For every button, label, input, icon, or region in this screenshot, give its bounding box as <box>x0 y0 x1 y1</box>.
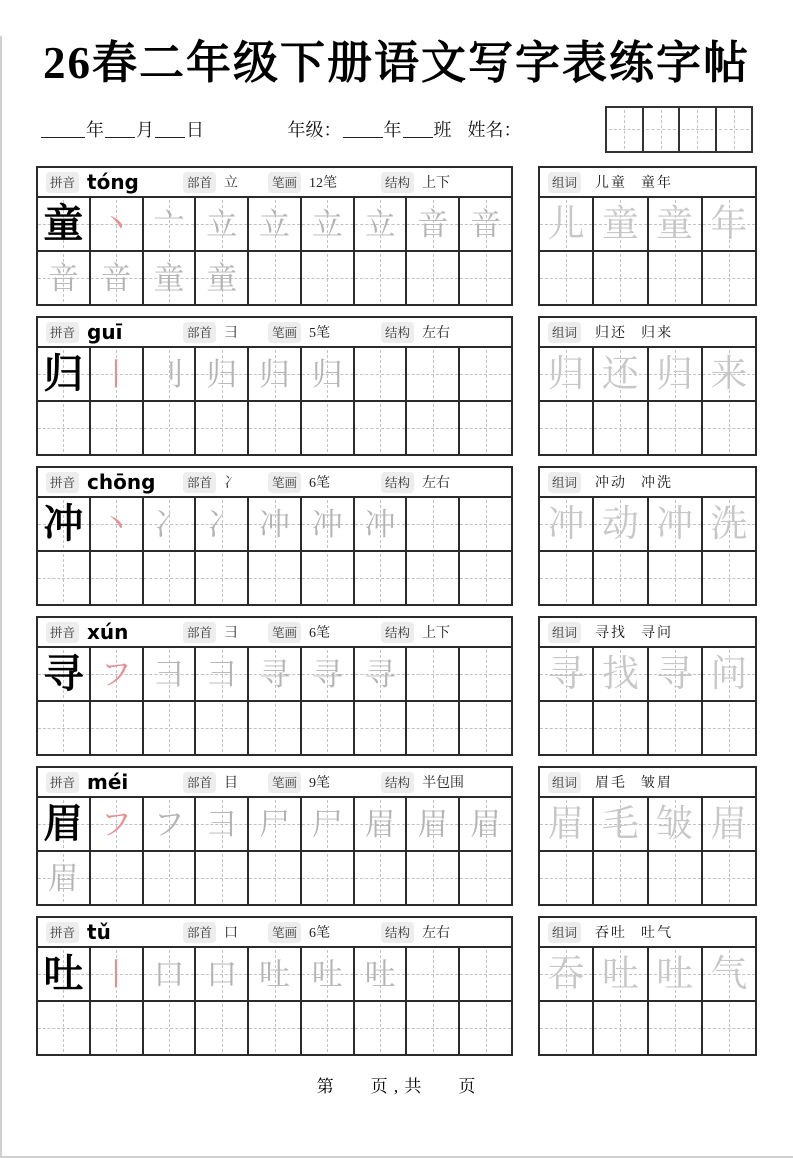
word-practice-block <box>538 316 757 456</box>
stroke-practice-cell: 刂 <box>144 348 197 400</box>
stroke-practice-cell <box>302 852 355 904</box>
stroke-row-2 <box>38 1002 511 1054</box>
stroke-practice-cell <box>196 552 249 604</box>
word-row-2 <box>540 1002 755 1054</box>
grade-class-label: 班 <box>433 120 452 140</box>
stroke-practice-cell: 吐 <box>249 948 302 1000</box>
stroke-practice-cell <box>355 348 408 400</box>
stroke-practice-cell <box>302 402 355 454</box>
stroke-practice-cell: 立 <box>302 198 355 250</box>
stroke-practice-cell: 丨 <box>91 348 144 400</box>
stroke-practice-cell <box>302 552 355 604</box>
pinyin-value: tǔ <box>87 920 111 944</box>
stroke-practice-cell: 童 <box>196 252 249 304</box>
stroke-practice-block <box>36 166 513 306</box>
structure-value: 上下 <box>422 176 451 191</box>
structure-badge: 结构 <box>381 322 414 343</box>
stroke-practice-cell <box>91 552 144 604</box>
empty-practice-cell <box>703 852 755 904</box>
stroke-practice-cell <box>355 852 408 904</box>
stroke-practice-cell <box>91 702 144 754</box>
word-practice-cell: 毛 <box>594 798 648 850</box>
structure-badge: 结构 <box>381 172 414 193</box>
character-section <box>36 466 757 606</box>
strokes-badge: 笔画 <box>268 472 301 493</box>
stroke-practice-cell <box>355 552 408 604</box>
stroke-practice-cell: 归 <box>249 348 302 400</box>
stroke-practice-cell <box>196 402 249 454</box>
word-2: 寻问 <box>641 626 674 641</box>
radical-badge: 部首 <box>183 622 216 643</box>
word-row-2 <box>540 402 755 454</box>
stroke-practice-cell: 彐 <box>196 798 249 850</box>
word-1: 归还 <box>595 326 628 341</box>
word-practice-block <box>538 466 757 606</box>
stroke-practice-cell <box>460 498 511 550</box>
empty-practice-cell <box>649 702 703 754</box>
stroke-practice-cell: フ <box>91 798 144 850</box>
grade-label: 年级： <box>287 120 342 140</box>
word-practice-cell: 还 <box>594 348 648 400</box>
stroke-practice-cell <box>460 252 511 304</box>
stroke-row-2 <box>38 402 511 454</box>
stroke-practice-cell: 丶 <box>91 498 144 550</box>
stroke-practice-cell <box>249 402 302 454</box>
empty-practice-cell <box>649 1002 703 1054</box>
word-row-1 <box>540 948 755 1002</box>
word-practice-cell: 皱 <box>649 798 703 850</box>
character-section <box>36 616 757 756</box>
section-header <box>38 168 511 198</box>
stroke-practice-cell <box>355 1002 408 1054</box>
character-section <box>36 766 757 906</box>
stroke-practice-cell: 眉 <box>407 798 460 850</box>
radical-badge: 部首 <box>183 922 216 943</box>
stroke-row-1 <box>38 198 511 252</box>
words-badge: 组词 <box>548 172 581 193</box>
model-character: 冲 <box>38 498 91 550</box>
structure-badge: 结构 <box>381 772 414 793</box>
stroke-count-value: 6笔 <box>309 926 331 941</box>
stroke-practice-cell <box>38 402 91 454</box>
stroke-practice-cell <box>196 852 249 904</box>
pinyin-value: xún <box>87 620 129 644</box>
character-section <box>36 916 757 1056</box>
section-header <box>38 318 511 348</box>
words-badge: 组词 <box>548 922 581 943</box>
stroke-practice-cell: 寻 <box>249 648 302 700</box>
stroke-practice-cell <box>407 402 460 454</box>
empty-practice-cell <box>649 402 703 454</box>
stroke-practice-cell <box>460 348 511 400</box>
word-practice-cell: 童 <box>594 198 648 250</box>
grade-class-blank <box>403 120 433 137</box>
stroke-practice-cell: 尸 <box>302 798 355 850</box>
year-blank <box>41 120 85 137</box>
words-badge: 组词 <box>548 622 581 643</box>
stroke-practice-cell <box>407 702 460 754</box>
model-character: 童 <box>38 198 91 250</box>
stroke-practice-cell: 口 <box>196 948 249 1000</box>
pinyin-badge: 拼音 <box>46 922 79 943</box>
stroke-practice-cell: 音 <box>407 198 460 250</box>
model-character: 寻 <box>38 648 91 700</box>
empty-practice-cell <box>594 1002 648 1054</box>
stroke-practice-cell <box>38 552 91 604</box>
word-practice-block <box>538 766 757 906</box>
stroke-practice-cell <box>249 552 302 604</box>
stroke-practice-cell: 眉 <box>355 798 408 850</box>
structure-value: 左右 <box>422 476 451 491</box>
empty-practice-cell <box>540 702 594 754</box>
radical-value: 冫 <box>224 476 239 491</box>
stroke-row-1 <box>38 648 511 702</box>
radical-badge: 部首 <box>183 172 216 193</box>
stroke-count-value: 9笔 <box>309 776 331 791</box>
stroke-practice-cell <box>38 702 91 754</box>
stroke-row-1 <box>38 798 511 852</box>
stroke-row-2 <box>38 702 511 754</box>
word-row-1 <box>540 348 755 402</box>
grade-year-label: 年 <box>383 120 402 140</box>
name-cell <box>717 108 752 151</box>
stroke-practice-cell: 立 <box>249 198 302 250</box>
radical-value: 口 <box>224 926 239 941</box>
words-header <box>540 768 755 798</box>
stroke-count-value: 5笔 <box>309 326 331 341</box>
radical-badge: 部首 <box>183 472 216 493</box>
word-row-2 <box>540 852 755 904</box>
pinyin-badge: 拼音 <box>46 172 79 193</box>
stroke-practice-cell <box>407 648 460 700</box>
stroke-practice-cell <box>91 1002 144 1054</box>
word-practice-cell: 眉 <box>540 798 594 850</box>
empty-practice-cell <box>649 552 703 604</box>
words-header <box>540 918 755 948</box>
radical-value: 彐 <box>224 626 239 641</box>
empty-practice-cell <box>540 852 594 904</box>
strokes-badge: 笔画 <box>268 622 301 643</box>
word-practice-block <box>538 166 757 306</box>
stroke-practice-cell <box>407 948 460 1000</box>
empty-practice-cell <box>594 402 648 454</box>
pinyin-badge: 拼音 <box>46 472 79 493</box>
stroke-practice-cell <box>249 252 302 304</box>
stroke-practice-cell <box>144 852 197 904</box>
stroke-practice-cell <box>355 402 408 454</box>
radical-badge: 部首 <box>183 772 216 793</box>
day-blank <box>155 120 185 137</box>
stroke-practice-cell <box>144 1002 197 1054</box>
words-badge: 组词 <box>548 472 581 493</box>
stroke-practice-cell: 眉 <box>38 852 91 904</box>
words-badge: 组词 <box>548 772 581 793</box>
word-practice-cell: 归 <box>540 348 594 400</box>
stroke-practice-cell <box>460 402 511 454</box>
word-practice-cell: 找 <box>594 648 648 700</box>
empty-practice-cell <box>540 252 594 304</box>
stroke-practice-cell: 音 <box>460 198 511 250</box>
empty-practice-cell <box>540 1002 594 1054</box>
model-character: 眉 <box>38 798 91 850</box>
stroke-practice-cell <box>144 402 197 454</box>
stroke-practice-cell: 寻 <box>355 648 408 700</box>
empty-practice-cell <box>594 252 648 304</box>
stroke-practice-cell: 归 <box>302 348 355 400</box>
words-header <box>540 318 755 348</box>
word-practice-cell: 归 <box>649 348 703 400</box>
word-1: 儿童 <box>595 176 628 191</box>
model-character: 归 <box>38 348 91 400</box>
radical-badge: 部首 <box>183 322 216 343</box>
word-row-1 <box>540 498 755 552</box>
radical-value: 立 <box>224 176 239 191</box>
stroke-row-1 <box>38 498 511 552</box>
name-grid <box>605 106 753 153</box>
stroke-practice-cell: フ <box>91 648 144 700</box>
name-cell <box>607 108 644 151</box>
stroke-practice-cell <box>460 648 511 700</box>
stroke-practice-cell: 丨 <box>91 948 144 1000</box>
section-header <box>38 618 511 648</box>
empty-practice-cell <box>703 702 755 754</box>
stroke-practice-cell: 眉 <box>460 798 511 850</box>
words-header <box>540 168 755 198</box>
empty-practice-cell <box>540 402 594 454</box>
word-practice-cell: 眉 <box>703 798 755 850</box>
word-1: 冲动 <box>595 476 628 491</box>
stroke-practice-block <box>36 916 513 1056</box>
stroke-practice-block <box>36 316 513 456</box>
structure-value: 半包围 <box>422 776 465 791</box>
word-practice-cell: 动 <box>594 498 648 550</box>
stroke-row-2 <box>38 552 511 604</box>
empty-practice-cell <box>649 252 703 304</box>
page-footer: 第 页 , 共 页 <box>316 1077 477 1096</box>
stroke-practice-cell: 立 <box>355 198 408 250</box>
word-row-2 <box>540 702 755 754</box>
model-character: 吐 <box>38 948 91 1000</box>
month-blank <box>105 120 135 137</box>
pinyin-badge: 拼音 <box>46 772 79 793</box>
word-practice-cell: 吐 <box>594 948 648 1000</box>
empty-practice-cell <box>594 852 648 904</box>
stroke-practice-cell <box>302 252 355 304</box>
strokes-badge: 笔画 <box>268 322 301 343</box>
stroke-practice-cell <box>460 552 511 604</box>
word-practice-cell: 寻 <box>540 648 594 700</box>
word-practice-cell: 洗 <box>703 498 755 550</box>
stroke-practice-cell <box>249 702 302 754</box>
date-line <box>40 116 204 142</box>
stroke-practice-cell: 冲 <box>355 498 408 550</box>
name-label: 姓名： <box>467 120 522 140</box>
stroke-row-1 <box>38 948 511 1002</box>
empty-practice-cell <box>703 552 755 604</box>
stroke-practice-cell <box>196 702 249 754</box>
stroke-practice-cell <box>407 348 460 400</box>
stroke-practice-block <box>36 616 513 756</box>
stroke-practice-cell <box>407 1002 460 1054</box>
words-badge: 组词 <box>548 322 581 343</box>
stroke-practice-cell <box>355 702 408 754</box>
strokes-badge: 笔画 <box>268 922 301 943</box>
stroke-practice-cell: 口 <box>144 948 197 1000</box>
stroke-practice-cell <box>460 702 511 754</box>
stroke-practice-cell: 冲 <box>249 498 302 550</box>
word-practice-cell: 问 <box>703 648 755 700</box>
word-practice-block <box>538 916 757 1056</box>
section-header <box>38 768 511 798</box>
word-practice-cell: 吐 <box>649 948 703 1000</box>
word-row-1 <box>540 198 755 252</box>
stroke-row-2 <box>38 252 511 304</box>
pinyin-badge: 拼音 <box>46 322 79 343</box>
stroke-practice-cell <box>91 402 144 454</box>
grade-year-blank <box>343 120 383 137</box>
character-section <box>36 316 757 456</box>
month-label: 月 <box>136 120 154 140</box>
structure-value: 上下 <box>422 626 451 641</box>
word-1: 眉毛 <box>595 776 628 791</box>
empty-practice-cell <box>649 852 703 904</box>
stroke-practice-cell <box>144 702 197 754</box>
structure-badge: 结构 <box>381 922 414 943</box>
stroke-practice-cell <box>460 1002 511 1054</box>
stroke-practice-cell: 寻 <box>302 648 355 700</box>
stroke-practice-cell: 音 <box>38 252 91 304</box>
word-2: 归来 <box>641 326 674 341</box>
stroke-practice-cell <box>407 552 460 604</box>
stroke-practice-cell: 亠 <box>144 198 197 250</box>
radical-value: 彐 <box>224 326 239 341</box>
empty-practice-cell <box>703 1002 755 1054</box>
word-row-1 <box>540 798 755 852</box>
stroke-practice-cell: 立 <box>196 198 249 250</box>
word-practice-cell: 年 <box>703 198 755 250</box>
stroke-practice-cell <box>355 252 408 304</box>
word-2: 冲洗 <box>641 476 674 491</box>
stroke-practice-cell <box>196 1002 249 1054</box>
stroke-practice-cell: 尸 <box>249 798 302 850</box>
strokes-badge: 笔画 <box>268 172 301 193</box>
words-header <box>540 618 755 648</box>
stroke-practice-cell <box>302 702 355 754</box>
stroke-practice-cell <box>91 852 144 904</box>
empty-practice-cell <box>540 552 594 604</box>
stroke-practice-cell: 归 <box>196 348 249 400</box>
empty-practice-cell <box>703 402 755 454</box>
stroke-practice-cell: 丶 <box>91 198 144 250</box>
radical-value: 目 <box>224 776 239 791</box>
stroke-practice-cell <box>460 852 511 904</box>
stroke-practice-cell <box>249 852 302 904</box>
stroke-practice-cell: フ <box>144 798 197 850</box>
structure-badge: 结构 <box>381 472 414 493</box>
section-header <box>38 918 511 948</box>
pinyin-badge: 拼音 <box>46 622 79 643</box>
stroke-practice-cell <box>249 1002 302 1054</box>
day-label: 日 <box>186 120 204 140</box>
page-title: 26春二年级下册语文写字表练字帖 <box>42 38 750 88</box>
word-practice-cell: 冲 <box>649 498 703 550</box>
word-1: 寻找 <box>595 626 628 641</box>
structure-badge: 结构 <box>381 622 414 643</box>
word-practice-cell: 气 <box>703 948 755 1000</box>
word-practice-cell: 冲 <box>540 498 594 550</box>
stroke-practice-cell: 吐 <box>355 948 408 1000</box>
stroke-practice-cell <box>302 1002 355 1054</box>
stroke-practice-cell <box>460 948 511 1000</box>
empty-practice-cell <box>594 702 648 754</box>
stroke-practice-cell: 童 <box>144 252 197 304</box>
name-cell <box>680 108 717 151</box>
structure-value: 左右 <box>422 926 451 941</box>
pinyin-value: tóng <box>87 170 139 194</box>
word-practice-cell: 童 <box>649 198 703 250</box>
stroke-count-value: 12笔 <box>309 176 338 191</box>
stroke-count-value: 6笔 <box>309 626 331 641</box>
character-sections <box>36 166 757 1056</box>
word-1: 吞吐 <box>595 926 628 941</box>
stroke-practice-cell: 彐 <box>196 648 249 700</box>
stroke-practice-cell <box>38 1002 91 1054</box>
info-row <box>40 104 753 154</box>
grade-line <box>288 116 522 142</box>
pinyin-value: guī <box>87 320 123 344</box>
stroke-practice-block <box>36 466 513 606</box>
stroke-row-1 <box>38 348 511 402</box>
stroke-count-value: 6笔 <box>309 476 331 491</box>
word-row-2 <box>540 252 755 304</box>
word-2: 童年 <box>641 176 674 191</box>
stroke-practice-cell <box>144 552 197 604</box>
word-practice-cell: 儿 <box>540 198 594 250</box>
stroke-practice-cell: 音 <box>91 252 144 304</box>
stroke-practice-cell: 冫 <box>144 498 197 550</box>
stroke-row-2 <box>38 852 511 904</box>
word-2: 吐气 <box>641 926 674 941</box>
section-header <box>38 468 511 498</box>
pinyin-value: méi <box>87 770 129 794</box>
word-practice-cell: 来 <box>703 348 755 400</box>
pinyin-value: chōng <box>87 470 156 494</box>
word-2: 皱眉 <box>641 776 674 791</box>
stroke-practice-cell: 冲 <box>302 498 355 550</box>
stroke-practice-cell: 吐 <box>302 948 355 1000</box>
word-row-1 <box>540 648 755 702</box>
stroke-practice-block <box>36 766 513 906</box>
structure-value: 左右 <box>422 326 451 341</box>
stroke-practice-cell <box>407 252 460 304</box>
word-row-2 <box>540 552 755 604</box>
character-section <box>36 166 757 306</box>
word-practice-block <box>538 616 757 756</box>
empty-practice-cell <box>594 552 648 604</box>
strokes-badge: 笔画 <box>268 772 301 793</box>
year-label: 年 <box>86 120 104 140</box>
empty-practice-cell <box>703 252 755 304</box>
stroke-practice-cell <box>407 852 460 904</box>
word-practice-cell: 吞 <box>540 948 594 1000</box>
stroke-practice-cell: 冫 <box>196 498 249 550</box>
name-cell <box>644 108 681 151</box>
word-practice-cell: 寻 <box>649 648 703 700</box>
stroke-practice-cell: 彐 <box>144 648 197 700</box>
stroke-practice-cell <box>407 498 460 550</box>
words-header <box>540 468 755 498</box>
